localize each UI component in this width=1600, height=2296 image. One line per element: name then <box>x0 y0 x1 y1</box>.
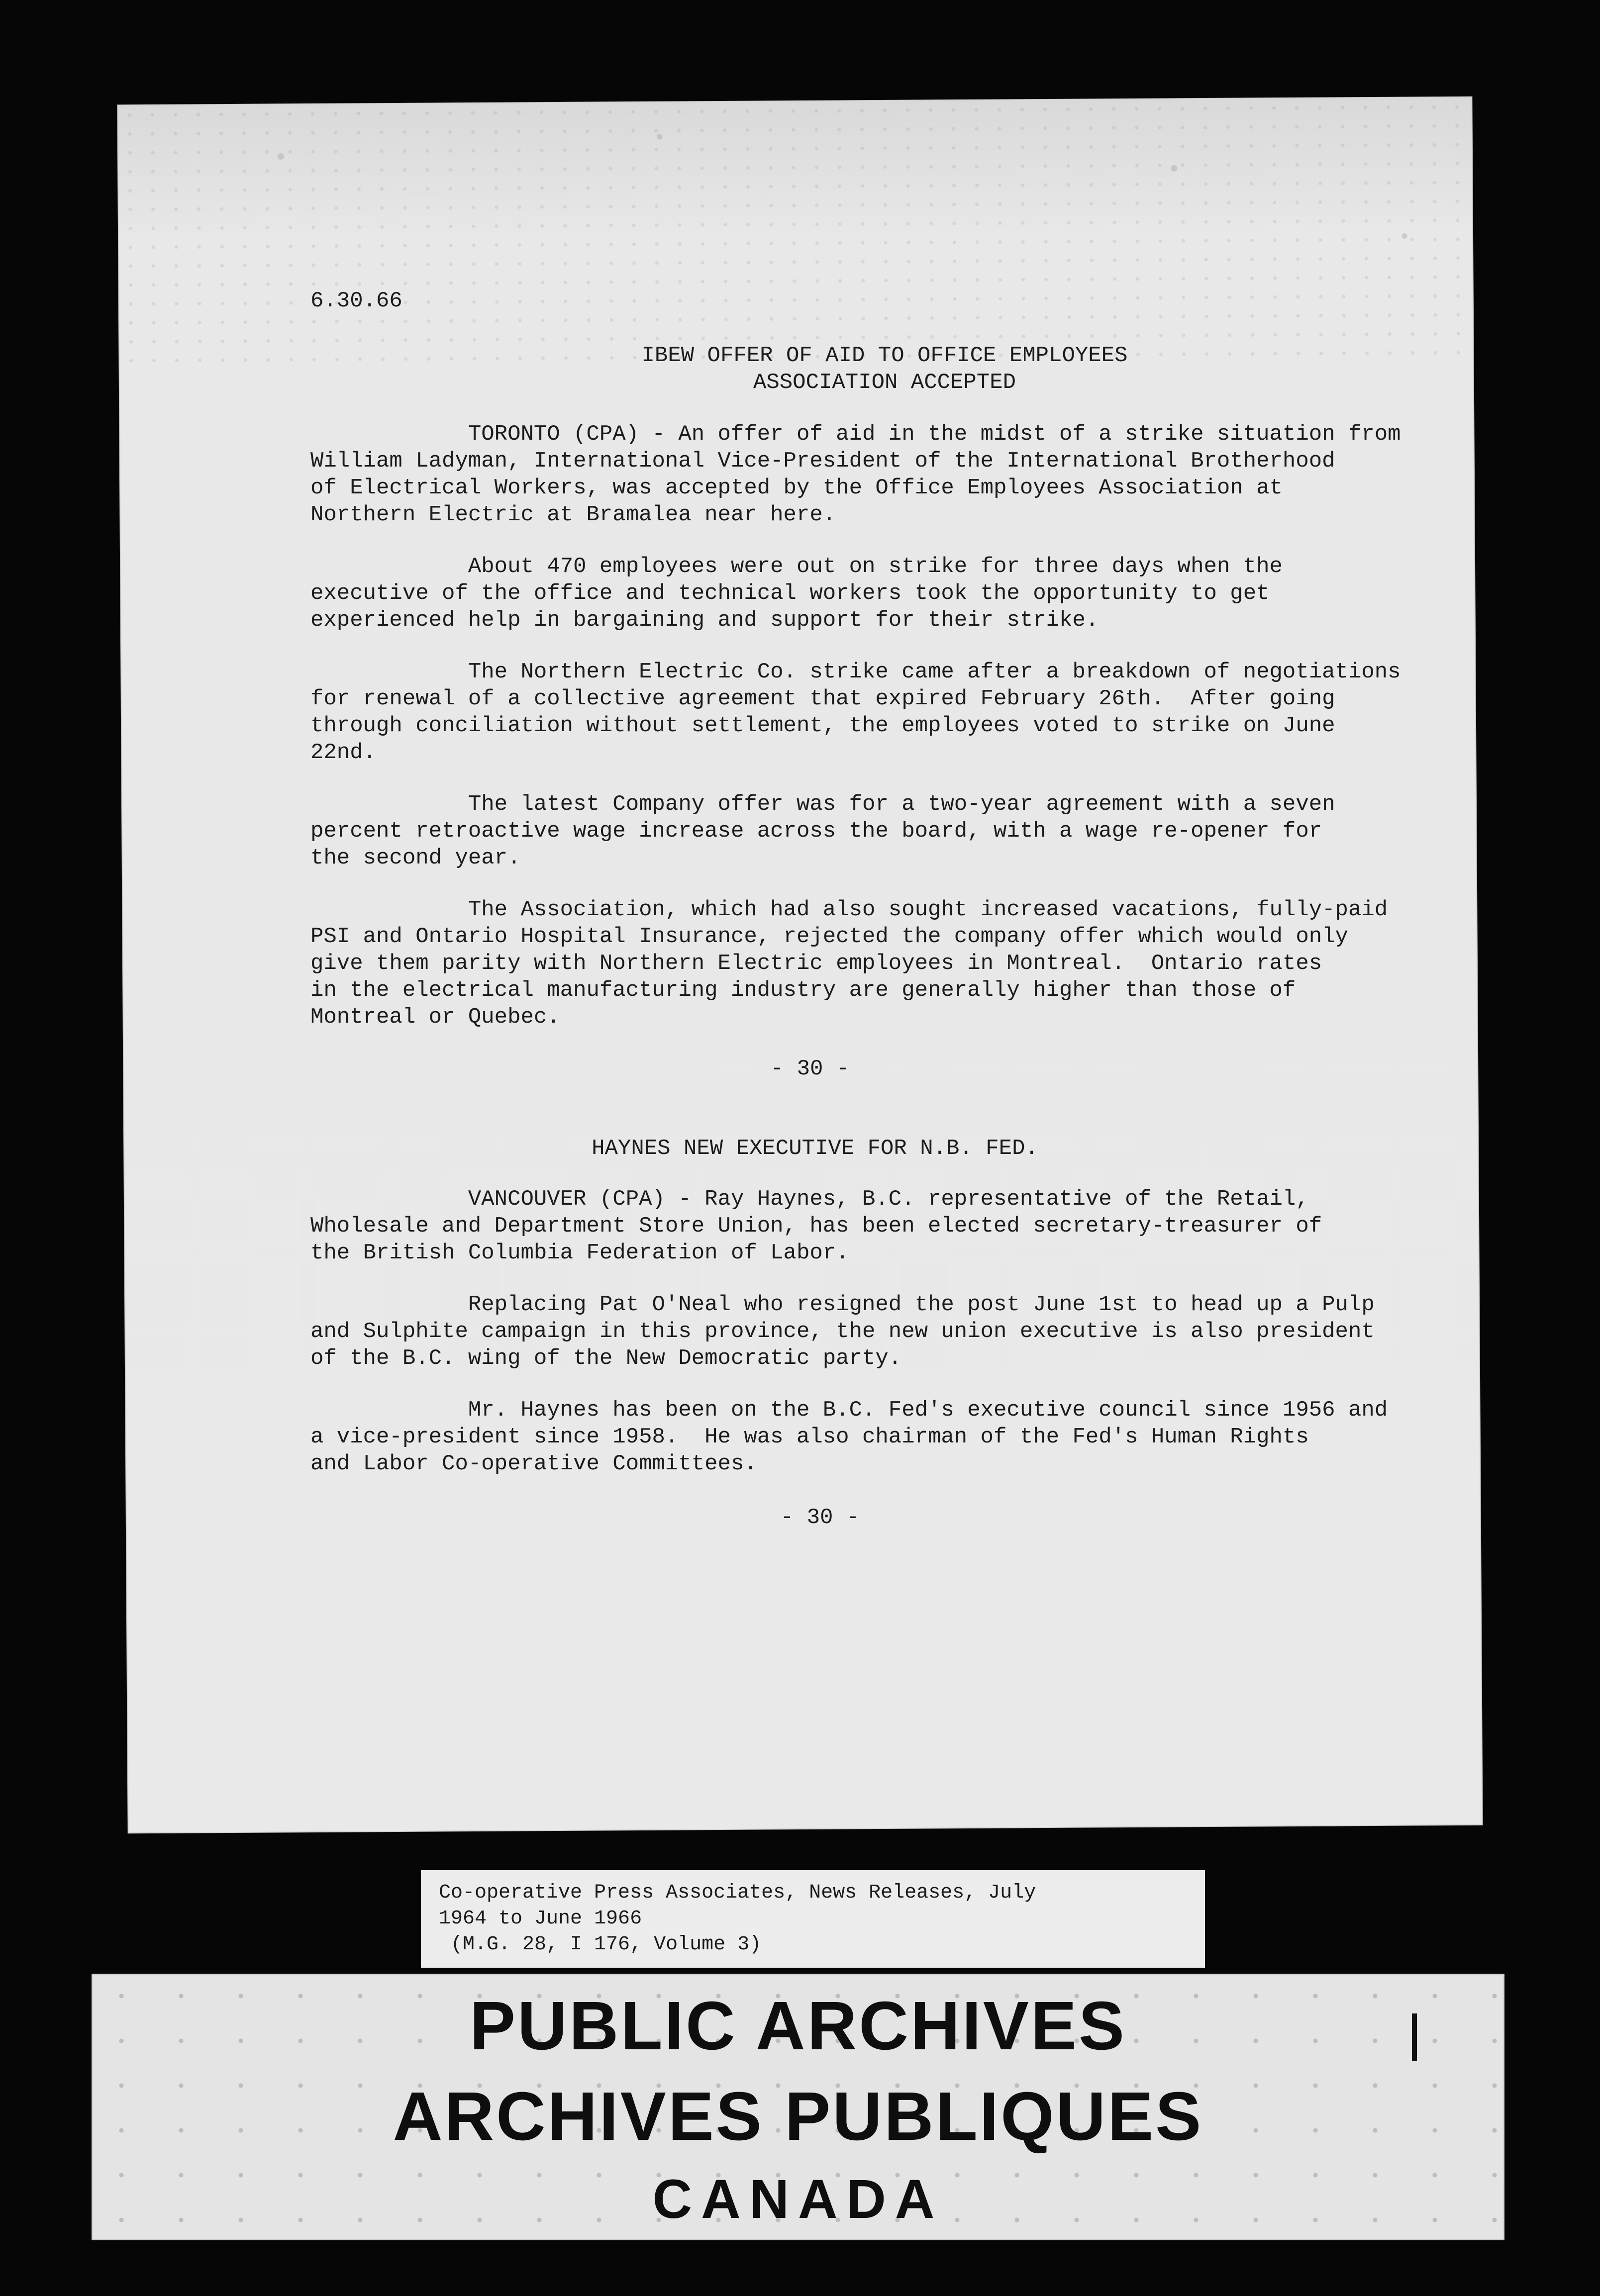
story2-paragraph-1: VANCOUVER (CPA) - Ray Haynes, B.C. representative of the Retail, Wholesale and Department Store Union, has been elected secretary-treasurer of the British Columbia Federation of Labor. <box>310 1187 1322 1265</box>
story1-paragraph-5: The Association, which had also sought increased vacations, fully-paid PSI and Ontario Hospital Insurance, rejected the company offer which would only give them parity with Northern Electric employees in Montreal. Ontario rates in the electrical manufacturing industry are generally higher than those of Montreal or Quebec. <box>310 897 1388 1030</box>
stamp-line-french: ARCHIVES PUBLIQUES <box>393 2078 1203 2155</box>
archive-label-text: Co-operative Press Associates, News Releases, July 1964 to June 1966 (M.G. 28, I 176, Volume 3) <box>439 1882 1036 1956</box>
story1-headline-line1: IBEW OFFER OF AID TO OFFICE EMPLOYEES <box>641 343 1128 368</box>
archives-stamp <box>92 1974 1504 2240</box>
story1-headline-line2: ASSOCIATION ACCEPTED <box>753 370 1016 395</box>
paper-speckle <box>118 97 1473 365</box>
story2-headline: HAYNES NEW EXECUTIVE FOR N.B. FED. <box>592 1136 1038 1161</box>
story2-paragraph-3: Mr. Haynes has been on the B.C. Fed's executive council since 1956 and a vice-president since 1958. He was also chairman of the Fed's Human Rights and Labor Co-operative Committees. <box>310 1398 1388 1476</box>
story1-paragraph-2: About 470 employees were out on strike for three days when the executive of the office and technical workers took the opportunity to get experienced help in bargaining and support for their strike. <box>310 554 1283 633</box>
stamp-line-country: CANADA <box>652 2169 944 2230</box>
story1-paragraph-4: The latest Company offer was for a two-year agreement with a seven percent retroactive wage increase across the board, with a wage re-opener for the second year. <box>310 792 1335 870</box>
story1-end-mark: - 30 - <box>770 1056 850 1081</box>
archive-label-card <box>421 1870 1205 1968</box>
story1-paragraph-1: TORONTO (CPA) - An offer of aid in the midst of a strike situation from William Ladyman, International Vice-President of the International Brotherhood of Electrical Workers, was accepted by the Office Employees Association at Northern Electric at Bramalea near here. <box>310 422 1401 527</box>
story1-paragraph-3: The Northern Electric Co. strike came after a breakdown of negotiations for renewal of a collective agreement that expired February 26th. After going through conciliation without settlement, the employees voted to strike on June 22nd. <box>310 660 1401 765</box>
story2-paragraph-2: Replacing Pat O'Neal who resigned the post June 1st to head up a Pulp and Sulphite campaign in this province, the new union executive is also president of the B.C. wing of the New Democratic party. <box>310 1292 1375 1371</box>
stamp-edge-mark <box>1412 2013 1417 2061</box>
stamp-line-english: PUBLIC ARCHIVES <box>470 1988 1126 2064</box>
story2-end-mark: - 30 - <box>780 1505 860 1530</box>
document-date: 6.30.66 <box>310 288 402 313</box>
